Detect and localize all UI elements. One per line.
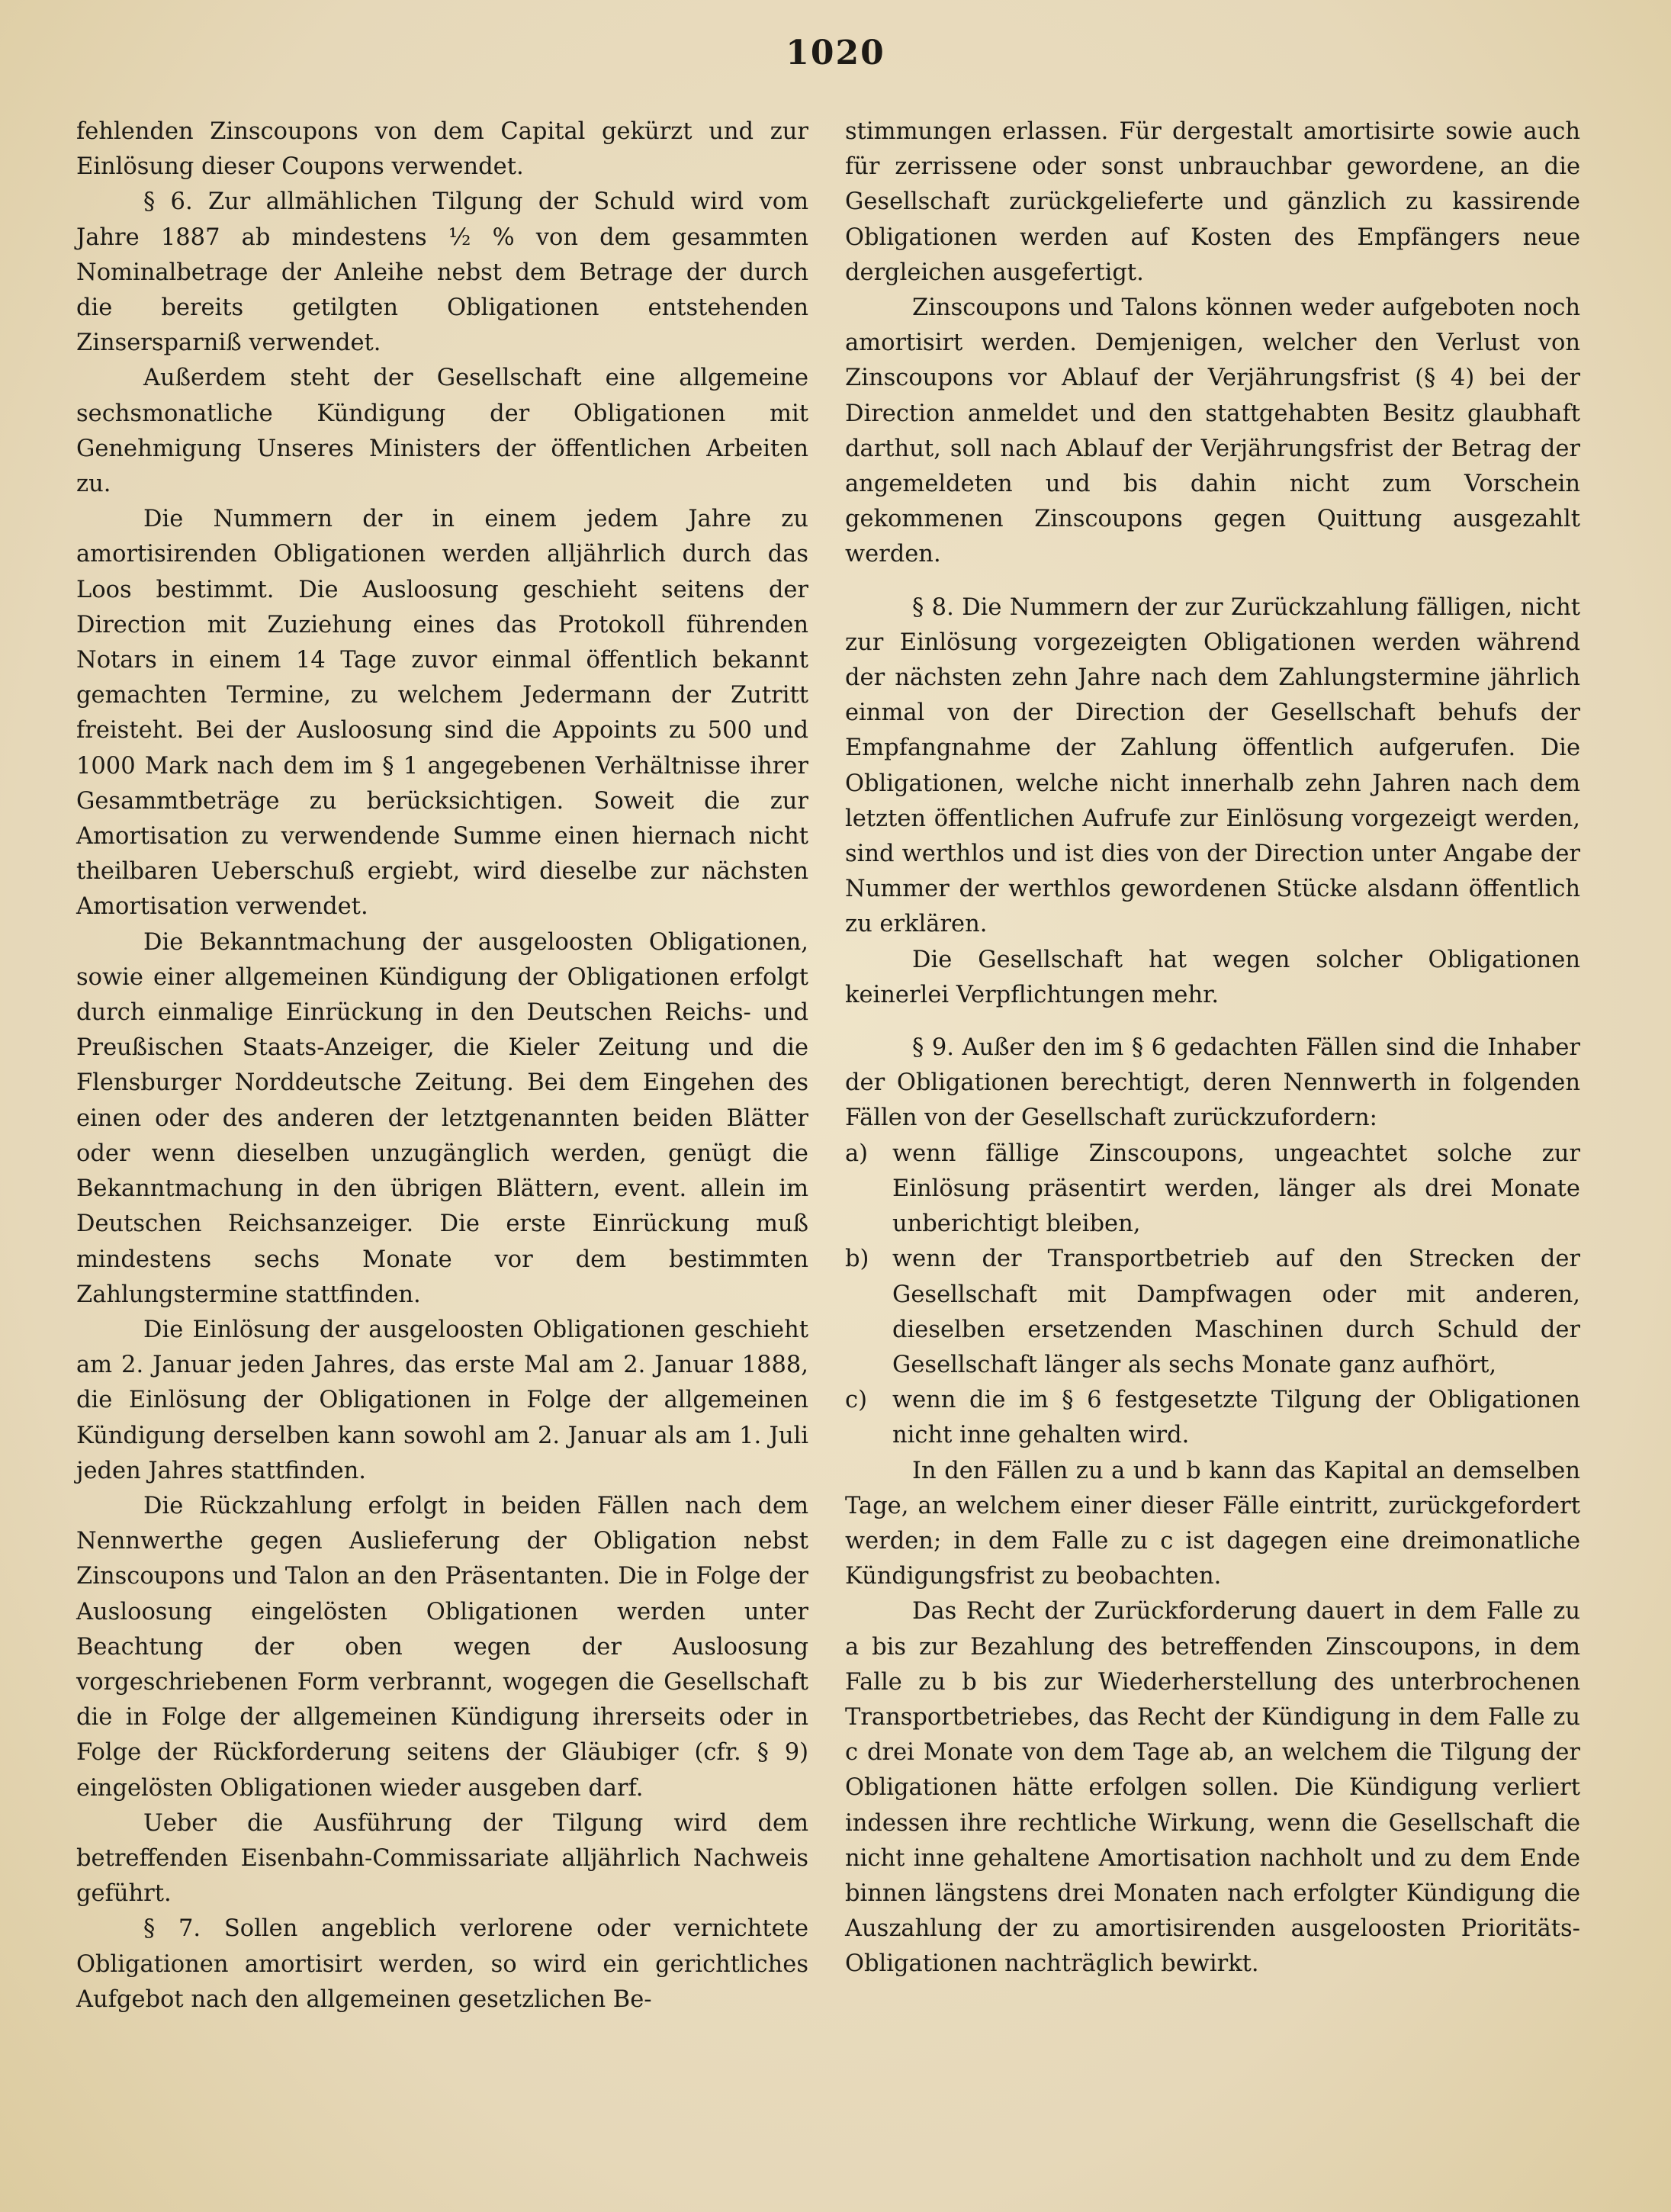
list-item-c xyxy=(845,1383,1580,1453)
list-marker: a) xyxy=(845,1140,869,1167)
paragraph: Zinscoupons und Talons können weder aufgeboten noch amortisirt werden. Demjenigen, welcher den Verlust von Zinscoupons vor Ablauf der Verjährungsfrist (§ 4) bei der Direction anmeldet und den stattgehabten Besitz glaubhaft darthut, soll nach Ablauf der Verjährungsfrist der Betrag der angemeldeten und bis dahin nicht zum Vorschein gekommenen Zinscoupons gegen Quittung ausgezahlt werden. xyxy=(845,294,1580,568)
paragraph-section-8: § 8. Die Nummern der zur Zurückzahlung fälligen, nicht zur Einlösung vorgezeigten Obligationen werden während der nächsten zehn Jahre nach dem Zahlungstermine jährlich einmal von der Direction der Gesellschaft behufs der Empfangnahme der Zahlung öffentlich aufgerufen. Die Obligationen, welche nicht innerhalb zehn Jahren nach dem letzten öffentlichen Aufrufe zur Einlösung vorgezeigt werden, sind werthlos und ist dies von der Direction unter Angabe der Nummer der werthlos gewordenen Stücke alsdann öffentlich zu erklären. xyxy=(845,593,1580,938)
paragraph-section-6: § 6. Zur allmählichen Tilgung der Schuld wird vom Jahre 1887 ab mindestens ½ % von dem gesammten Nominalbetrage der Anleihe nebst dem Betrage der durch die bereits getilgten Obligationen entstehenden Zinsersparniß verwendet. xyxy=(76,188,808,357)
list-marker: b) xyxy=(845,1246,869,1273)
paragraph-section-9: § 9. Außer den im § 6 gedachten Fällen sind die Inhaber der Obligationen berechtigt, deren Nennwerth in folgenden Fällen von der Gesellschaft zurückzufordern: xyxy=(845,1034,1580,1132)
list-item-b xyxy=(845,1242,1580,1383)
paragraph: Außerdem steht der Gesellschaft eine allgemeine sechsmonatliche Kündigung der Obligationen mit Genehmigung Unseres Ministers der öffentlichen Arbeiten zu. xyxy=(76,365,808,498)
list-item-a xyxy=(845,1137,1580,1243)
paragraph: Die Nummern der in einem jedem Jahre zu amortisirenden Obligationen werden alljährlich durch das Loos bestimmt. Die Ausloosung geschieht seitens der Direction mit Zuziehung eines das Protokoll führenden Notars in einem 14 Tage zuvor einmal öffentlich bekannt gemachten Termine, zu welchem Jedermann der Zutritt freisteht. Bei der Ausloosung sind die Appoints zu 500 und 1000 Mark nach dem im § 1 angegebenen Verhältnisse ihrer Gesammtbeträge zu berücksichtigen. Soweit die zur Amortisation zu verwendende Summe einen hiernach nicht theilbaren Ueberschuß ergiebt, wird dieselbe zur nächsten Amortisation verwendet. xyxy=(76,506,808,921)
paragraph: Die Bekanntmachung der ausgeloosten Obligationen, sowie einer allgemeinen Kündigung der Obligationen erfolgt durch einmalige Einrückung in den Deutschen Reichs- und Preußischen Staats-Anzeiger, die Kieler Zeitung und die Flensburger Norddeutsche Zeitung. Bei dem Eingehen des einen oder des anderen der letztgenannten beiden Blätter oder wenn dieselben unzugänglich werden, genügt die Bekanntmachung in den übrigen Blättern, event. allein im Deutschen Reichsanzeiger. Die erste Einrückung muß mindestens sechs Monate vor dem bestimmten Zahlungstermine stattfinden. xyxy=(76,928,808,1308)
paragraph: Die Rückzahlung erfolgt in beiden Fällen nach dem Nennwerthe gegen Auslieferung der Obligation nebst Zinscoupons und Talon an den Präsentanten. Die in Folge der Ausloosung eingelösten Obligationen werden unter Beachtung der oben wegen der Ausloosung vorgeschriebenen Form verbrannt, wogegen die Gesellschaft die in Folge der allgemeinen Kündigung ihrerseits oder in Folge der Rückforderung seitens der Gläubiger (cfr. § 9) eingelösten Obligationen wieder ausgeben darf. xyxy=(76,1492,808,1802)
list-text: wenn der Transportbetrieb auf den Strecken der Gesellschaft mit Dampfwagen oder mit anderen, dieselben ersetzenden Maschinen durch Schuld der Gesellschaft länger als sechs Monate ganz aufhört, xyxy=(892,1246,1580,1378)
paragraph: Die Gesellschaft hat wegen solcher Obligationen keinerlei Verpflichtungen mehr. xyxy=(845,946,1580,1008)
paragraph: fehlenden Zinscoupons von dem Capital gekürzt und zur Einlösung dieser Coupons verwendet. xyxy=(76,118,808,181)
paragraph: stimmungen erlassen. Für dergestalt amortisirte sowie auch für zerrissene oder sonst unbrauchbar gewordene, an die Gesellschaft zurückgelieferte und gänzlich zu kassirende Obligationen werden auf Kosten des Empfängers neue dergleichen ausgefertigt. xyxy=(845,118,1580,286)
paragraph: Ueber die Ausführung der Tilgung wird dem betreffenden Eisenbahn-Commissariate alljährlich Nachweis geführt. xyxy=(76,1809,808,1908)
page-number: 1020 xyxy=(786,34,885,72)
paragraph: Das Recht der Zurückforderung dauert in dem Falle zu a bis zur Bezahlung des betreffenden Zinscoupons, in dem Falle zu b bis zur Wiederherstellung des unterbrochenen Transportbetriebes, das Recht der Kündigung in dem Falle zu c drei Monate von dem Tage ab, an welchem die Tilgung der Obligationen hätte erfolgen sollen. Die Kündigung verliert indessen ihre rechtliche Wirkung, wenn die Gesellschaft die nicht inne gehaltene Amortisation nachholt und zu dem Ende binnen längstens drei Monaten nach erfolgter Kündigung die Auszahlung der zu amortisirenden ausgeloosten Prioritäts-Obligationen nachträglich bewirkt. xyxy=(845,1598,1580,1978)
left-column xyxy=(76,114,808,2017)
list-marker: c) xyxy=(845,1387,867,1414)
right-column xyxy=(845,114,1580,1982)
list-text: wenn die im § 6 festgesetzte Tilgung der Obligationen nicht inne gehalten wird. xyxy=(892,1387,1580,1449)
paragraph: Die Einlösung der ausgeloosten Obligationen geschieht am 2. Januar jeden Jahres, das erste Mal am 2. Januar 1888, die Einlösung der Obligationen in Folge der allgemeinen Kündigung derselben kann sowohl am 2. Januar als am 1. Juli jeden Jahres stattfinden. xyxy=(76,1316,808,1484)
list-text: wenn fällige Zinscoupons, ungeachtet solche zur Einlösung präsentirt werden, länger als drei Monate unberichtigt bleiben, xyxy=(892,1140,1580,1238)
paragraph: In den Fällen zu a und b kann das Kapital an demselben Tage, an welchem einer dieser Fälle eintritt, zurückgefordert werden; in dem Falle zu c ist dagegen eine dreimonatliche Kündigungsfrist zu beobachten. xyxy=(845,1457,1580,1590)
paragraph-section-7: § 7. Sollen angeblich verlorene oder vernichtete Obligationen amortisirt werden, so wird ein gerichtliches Aufgebot nach den allgemeinen gesetzlichen Be- xyxy=(76,1915,808,2013)
